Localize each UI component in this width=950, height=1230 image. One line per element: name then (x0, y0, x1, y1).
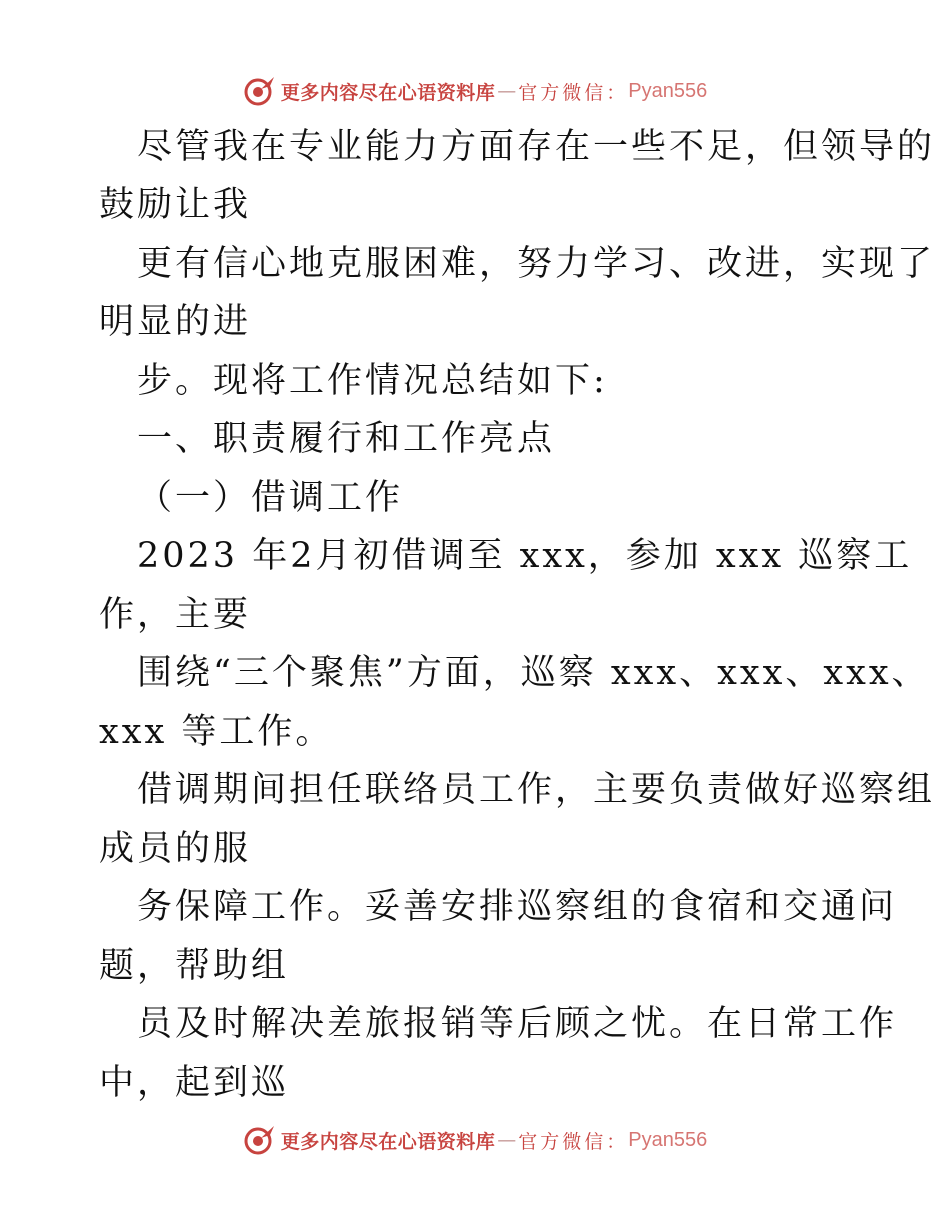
banner-wechat-label: 官方微信： (518, 1130, 629, 1153)
banner-separator: — (497, 1129, 517, 1151)
body-line: 中，起到巡 (99, 1063, 290, 1103)
header-watermark-banner (0, 71, 950, 111)
footer-watermark-banner (0, 1120, 950, 1160)
banner-separator: — (497, 80, 517, 102)
banner-brand-text: 更多内容尽在心语资料库 (280, 1130, 496, 1153)
banner-brand-text: 更多内容尽在心语资料库 (280, 81, 496, 104)
quill-seal-icon (243, 74, 277, 108)
body-line: 尽管我在专业能力方面存在一些不足，但领导的 (137, 127, 936, 167)
body-line: 鼓励让我 (99, 185, 252, 225)
body-line: 围绕“三个聚焦”方面，巡察 xxx、xxx、xxx、 (137, 653, 930, 693)
body-line: 2023 年2月初借调至 xxx，参加 xxx 巡察工 (137, 536, 913, 576)
banner-wechat-id: Pyan556 (628, 79, 708, 102)
body-line: xxx 等工作。 (99, 712, 334, 752)
subsection-heading: （一）借调工作 (137, 478, 404, 518)
body-line: 明显的进 (99, 302, 252, 342)
body-line: 作，主要 (99, 595, 252, 635)
body-line: 务保障工作。妥善安排巡察组的食宿和交通问 (137, 887, 898, 927)
banner-wechat-id: Pyan556 (628, 1128, 708, 1151)
body-line: 步。现将工作情况总结如下: (137, 361, 608, 401)
banner-wechat-label: 官方微信： (518, 81, 629, 104)
body-line: 成员的服 (99, 829, 252, 869)
body-line: 题，帮助组 (99, 946, 290, 986)
body-line: 借调期间担任联络员工作，主要负责做好巡察组 (137, 770, 936, 810)
body-line: 更有信心地克服困难，努力学习、改进，实现了 (137, 244, 936, 284)
body-line: 员及时解决差旅报销等后顾之忧。在日常工作 (137, 1004, 898, 1044)
section-heading: 一、职责履行和工作亮点 (137, 419, 556, 459)
quill-seal-icon (243, 1123, 277, 1157)
